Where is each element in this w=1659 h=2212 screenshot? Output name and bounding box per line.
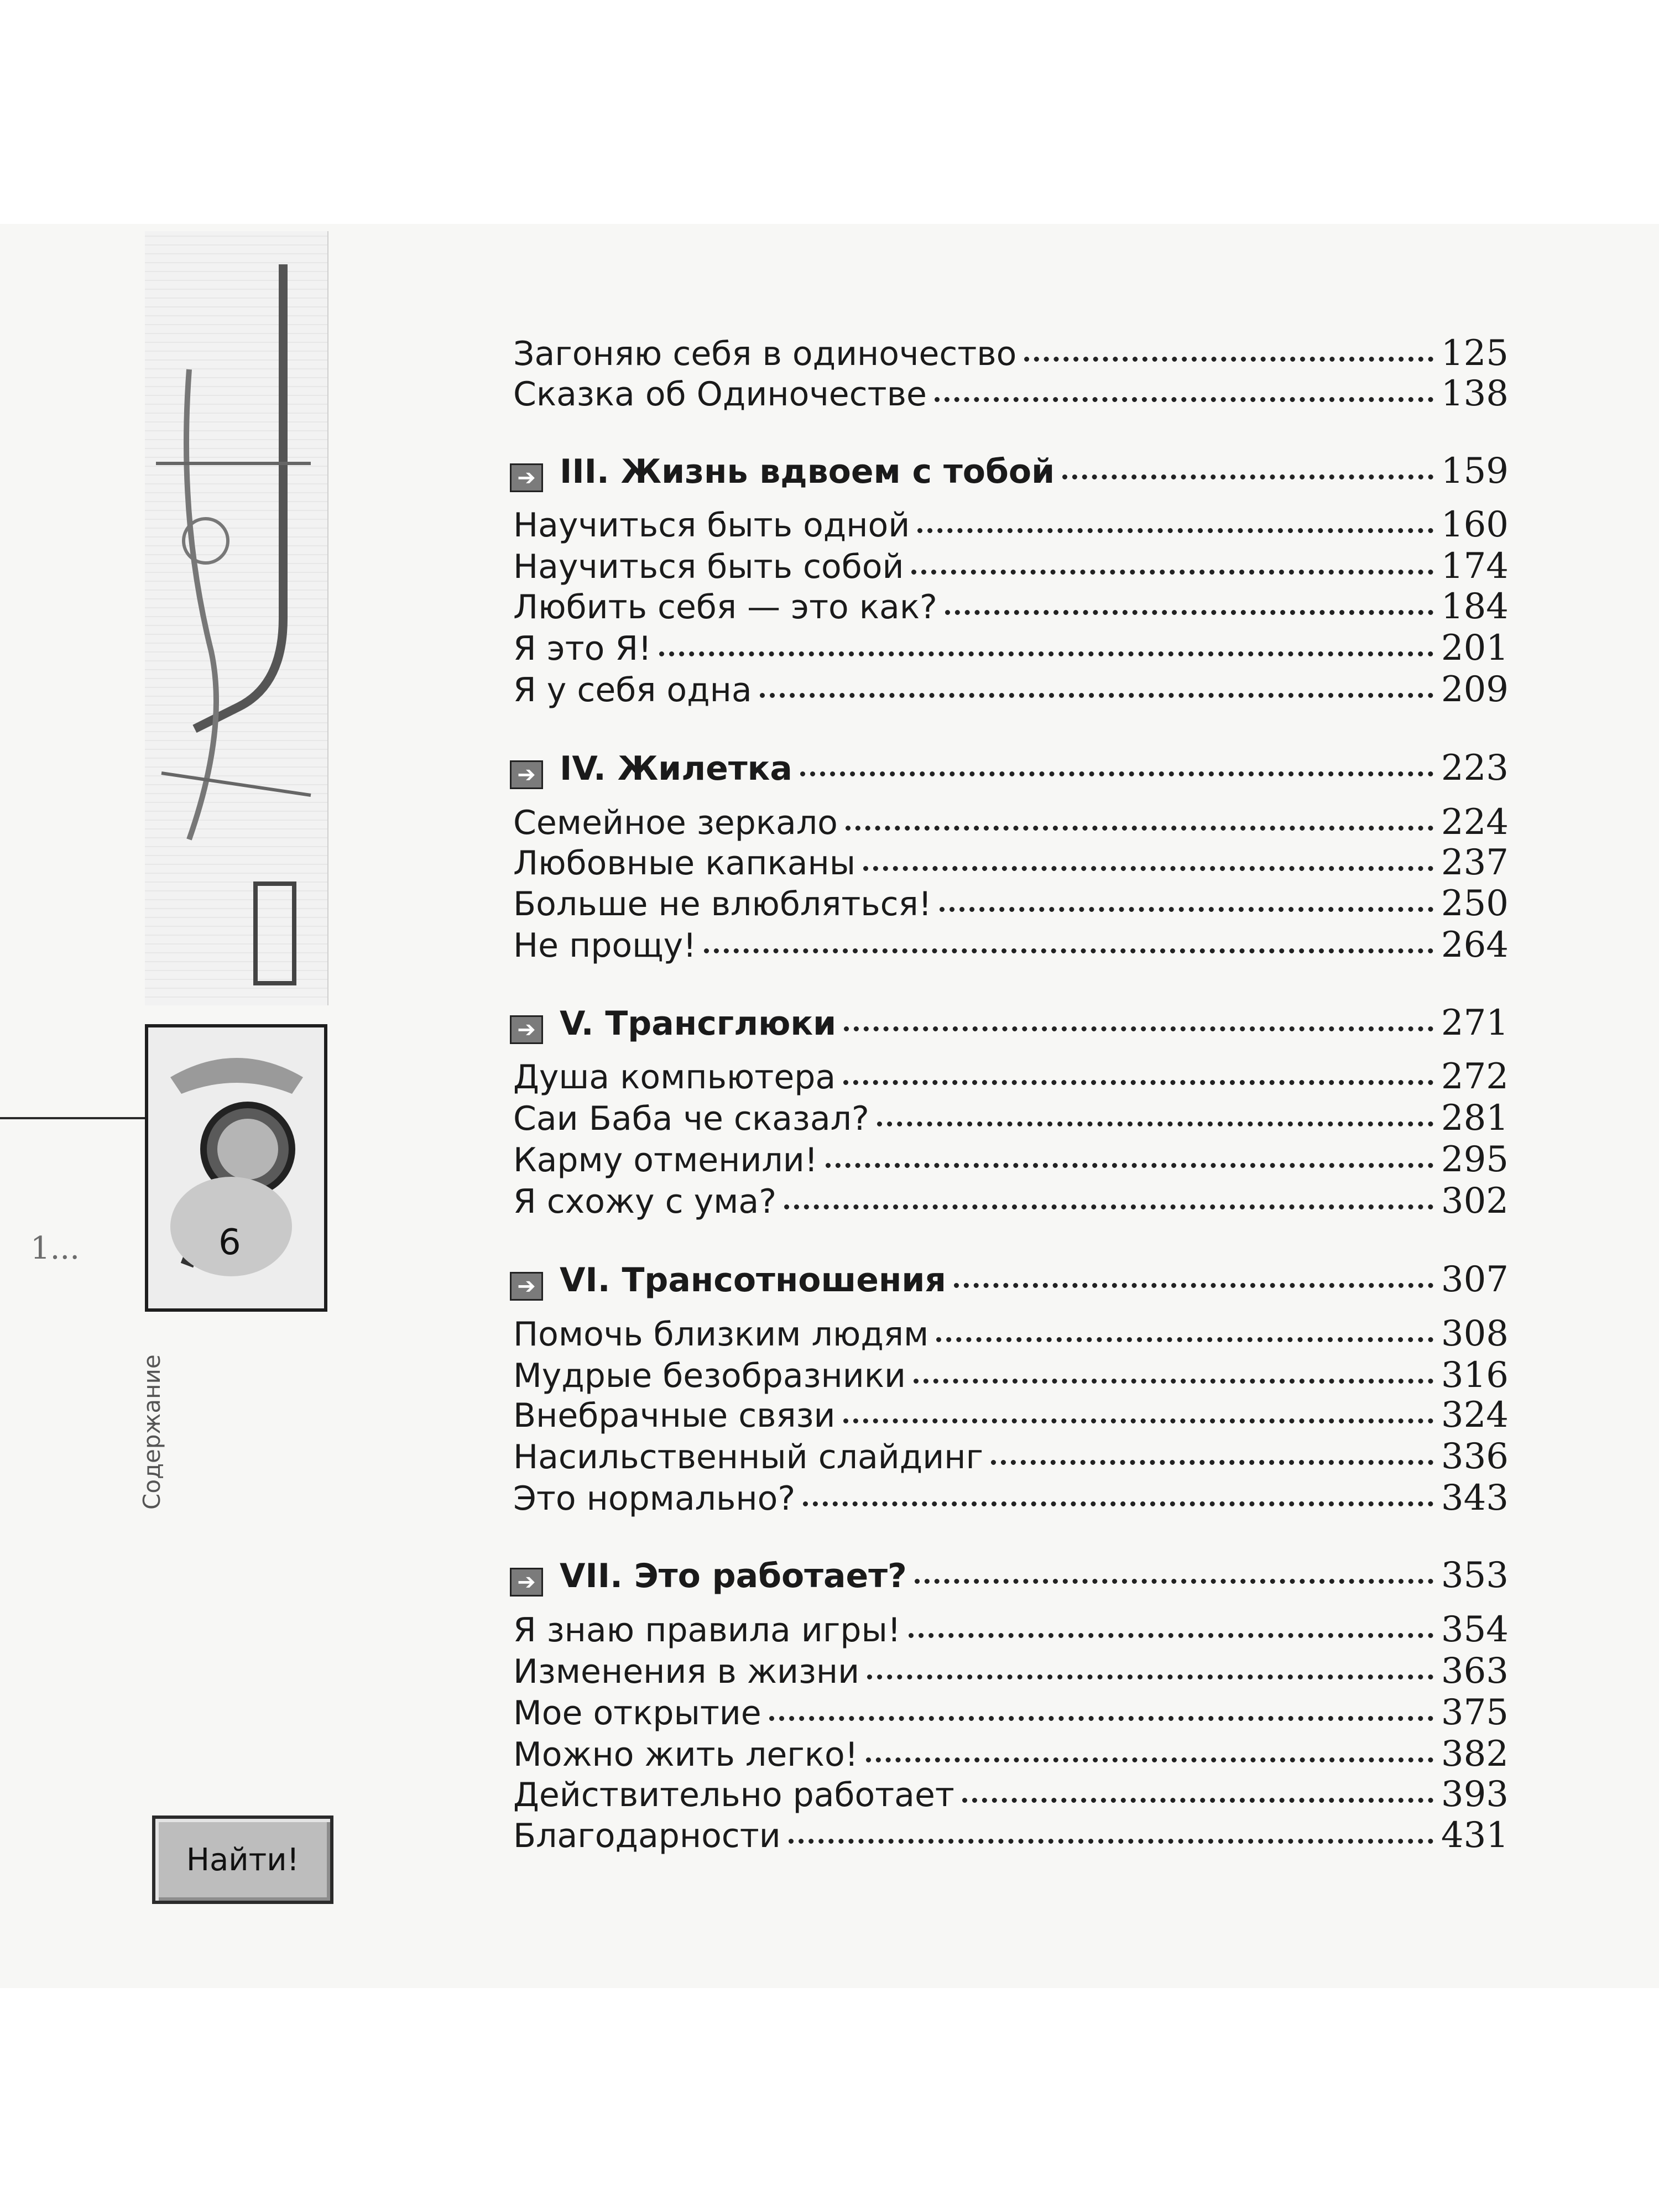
toc-title: Карму отменили! bbox=[513, 1141, 818, 1180]
toc-page-number: 250 bbox=[1441, 883, 1509, 924]
toc-title: Благодарности bbox=[513, 1817, 781, 1855]
section-side-label: Содержание bbox=[138, 1354, 165, 1510]
decorative-illustration bbox=[145, 231, 328, 1005]
dot-leader bbox=[936, 1337, 1433, 1342]
toc-section[interactable] bbox=[513, 451, 1509, 495]
dot-leader bbox=[915, 1579, 1433, 1584]
toc-entry[interactable] bbox=[513, 802, 1509, 846]
toc-title-wrap bbox=[513, 588, 937, 627]
arrow-right-icon: ➔ bbox=[510, 463, 543, 492]
toc-title-wrap bbox=[513, 671, 752, 709]
previous-page-marker: 1... bbox=[30, 1230, 80, 1266]
toc-page-number: 264 bbox=[1441, 925, 1509, 966]
dot-leader bbox=[800, 771, 1433, 776]
toc-title-wrap bbox=[513, 1315, 928, 1354]
dot-leader bbox=[962, 1798, 1433, 1803]
toc-page-number: 336 bbox=[1441, 1436, 1509, 1477]
toc-entry[interactable] bbox=[513, 1436, 1509, 1480]
dot-leader bbox=[945, 610, 1433, 615]
toc-title-wrap bbox=[513, 1004, 836, 1043]
dot-leader bbox=[844, 1026, 1433, 1031]
toc-title-wrap bbox=[513, 375, 927, 414]
toc-title-wrap bbox=[513, 1735, 858, 1774]
toc-title-wrap bbox=[513, 926, 696, 965]
toc-title-wrap bbox=[513, 547, 904, 586]
toc-title-wrap bbox=[513, 1182, 776, 1221]
dot-leader bbox=[803, 1501, 1433, 1506]
toc-entry[interactable] bbox=[513, 842, 1509, 886]
toc-page-number: 393 bbox=[1441, 1774, 1509, 1815]
toc-title-wrap bbox=[513, 452, 1055, 491]
toc-page-number: 281 bbox=[1441, 1098, 1509, 1139]
toc-page-number: 302 bbox=[1441, 1181, 1509, 1222]
toc-page-number: 125 bbox=[1441, 333, 1509, 374]
toc-title: Изменения в жизни bbox=[513, 1652, 860, 1691]
dot-leader bbox=[843, 1418, 1433, 1423]
toc-page-number: 184 bbox=[1441, 586, 1509, 627]
toc-title: Семейное зеркало bbox=[513, 804, 838, 842]
dot-leader bbox=[826, 1163, 1433, 1168]
toc-title: Не прощу! bbox=[513, 926, 697, 965]
toc-page-number: 159 bbox=[1441, 451, 1509, 492]
toc-section[interactable] bbox=[513, 1003, 1509, 1047]
toc-title: Любить себя — это как? bbox=[513, 588, 937, 627]
toc-title: VII. Это работает? bbox=[560, 1557, 907, 1595]
dot-leader bbox=[909, 1633, 1433, 1638]
dot-leader bbox=[914, 1379, 1433, 1384]
toc-entry[interactable] bbox=[513, 1815, 1509, 1859]
toc-page-number: 316 bbox=[1441, 1355, 1509, 1396]
toc-page-number: 201 bbox=[1441, 628, 1509, 669]
dot-leader bbox=[867, 1674, 1433, 1679]
dot-leader bbox=[935, 397, 1433, 402]
toc-title-wrap bbox=[513, 1611, 901, 1650]
toc-title: Это нормально? bbox=[513, 1479, 796, 1518]
toc-title-wrap bbox=[513, 1652, 859, 1691]
toc-title: Я знаю правила игры! bbox=[513, 1611, 901, 1650]
toc-title-wrap bbox=[513, 1357, 906, 1395]
toc-page-number: 308 bbox=[1441, 1313, 1509, 1354]
toc-entry[interactable] bbox=[513, 1395, 1509, 1439]
toc-entry[interactable] bbox=[513, 586, 1509, 630]
toc-page-number: 295 bbox=[1441, 1139, 1509, 1180]
toc-entry[interactable] bbox=[513, 883, 1509, 927]
toc-title: Саи Баба че сказал? bbox=[513, 1099, 869, 1138]
toc-entry[interactable] bbox=[513, 1098, 1509, 1142]
toc-title-wrap bbox=[513, 1776, 954, 1814]
toc-page-number: 138 bbox=[1441, 373, 1509, 414]
toc-title-wrap bbox=[513, 1817, 781, 1855]
dot-leader bbox=[846, 826, 1433, 831]
toc-page-number: 324 bbox=[1441, 1395, 1509, 1436]
toc-entry[interactable] bbox=[513, 373, 1509, 418]
toc-title: Душа компьютера bbox=[513, 1058, 836, 1097]
dot-leader bbox=[784, 1204, 1433, 1209]
dot-leader bbox=[843, 1080, 1433, 1085]
toc-entry[interactable] bbox=[513, 669, 1509, 713]
toc-section[interactable] bbox=[513, 1555, 1509, 1599]
toc-page-number: 271 bbox=[1441, 1003, 1509, 1044]
toc-title-wrap bbox=[513, 1099, 869, 1138]
toc-entry[interactable] bbox=[513, 1734, 1509, 1778]
arrow-right-icon: ➔ bbox=[510, 760, 543, 789]
toc-title-wrap bbox=[513, 1694, 761, 1733]
toc-page-number: 223 bbox=[1441, 748, 1509, 789]
toc-page-number: 307 bbox=[1441, 1259, 1509, 1300]
toc-page-number: 224 bbox=[1441, 802, 1509, 843]
dot-leader bbox=[863, 866, 1433, 871]
toc-title-wrap bbox=[513, 844, 855, 883]
toc-entry[interactable] bbox=[513, 546, 1509, 590]
find-button[interactable]: Найти! bbox=[152, 1815, 333, 1904]
toc-page-number: 353 bbox=[1441, 1555, 1509, 1596]
dot-leader bbox=[917, 528, 1433, 533]
toc-title: Загоняю себя в одиночество bbox=[513, 335, 1017, 373]
dot-leader bbox=[866, 1757, 1433, 1762]
toc-entry[interactable] bbox=[513, 1139, 1509, 1183]
dot-leader bbox=[954, 1283, 1433, 1288]
dot-leader bbox=[659, 651, 1433, 656]
dot-leader bbox=[991, 1460, 1433, 1465]
toc-title-wrap bbox=[513, 1396, 836, 1435]
toc-entry[interactable] bbox=[513, 504, 1509, 549]
divider-line bbox=[0, 1117, 145, 1119]
toc-page-number: 431 bbox=[1441, 1815, 1509, 1856]
toc-page-number: 375 bbox=[1441, 1692, 1509, 1733]
pipe-drawing-icon bbox=[145, 231, 327, 1005]
toc-title: Я это Я! bbox=[513, 629, 652, 668]
toc-page-number: 272 bbox=[1441, 1056, 1509, 1097]
arrow-right-icon: ➔ bbox=[510, 1272, 543, 1301]
toc-page-number: 237 bbox=[1441, 842, 1509, 883]
toc-page-number: 160 bbox=[1441, 504, 1509, 545]
toc-entry[interactable] bbox=[513, 1056, 1509, 1100]
toc-entry[interactable] bbox=[513, 1609, 1509, 1653]
toc-title-wrap bbox=[513, 1141, 818, 1180]
dot-leader bbox=[760, 693, 1433, 698]
dot-leader bbox=[704, 948, 1433, 953]
toc-title-wrap bbox=[513, 506, 910, 545]
toc-title: V. Трансглюки bbox=[560, 1004, 837, 1043]
toc-title: Можно жить легко! bbox=[513, 1735, 858, 1774]
toc-entry[interactable] bbox=[513, 1692, 1509, 1736]
arrow-right-icon: ➔ bbox=[510, 1015, 543, 1044]
toc-page-number: 354 bbox=[1441, 1609, 1509, 1650]
toc-title-wrap bbox=[513, 629, 651, 668]
page-number: 6 bbox=[218, 1222, 241, 1263]
toc-entry[interactable] bbox=[513, 1355, 1509, 1399]
toc-page-number: 382 bbox=[1441, 1734, 1509, 1775]
dot-leader bbox=[1024, 357, 1433, 362]
toc-entry[interactable] bbox=[513, 333, 1509, 377]
dot-leader bbox=[877, 1121, 1433, 1126]
toc-section[interactable] bbox=[513, 748, 1509, 792]
toc-title: III. Жизнь вдвоем с тобой bbox=[560, 452, 1055, 491]
dot-leader bbox=[1062, 474, 1433, 479]
toc-title: Внебрачные связи bbox=[513, 1396, 836, 1435]
toc-title-wrap bbox=[513, 1261, 946, 1300]
toc-title-wrap bbox=[513, 749, 792, 788]
toc-title-wrap bbox=[513, 885, 932, 924]
toc-title-wrap bbox=[513, 1479, 795, 1518]
toc-title-wrap bbox=[513, 804, 838, 842]
toc-title: Научиться быть собой bbox=[513, 547, 904, 586]
dot-leader bbox=[769, 1716, 1433, 1721]
toc-title-wrap bbox=[513, 335, 1016, 373]
toc-entry[interactable] bbox=[513, 1478, 1509, 1522]
toc-title: Насильственный слайдинг bbox=[513, 1438, 984, 1477]
magnifier-icon bbox=[148, 1027, 324, 1308]
toc-entry[interactable] bbox=[513, 1181, 1509, 1225]
toc-entry[interactable] bbox=[513, 925, 1509, 969]
toc-title: Я у себя одна bbox=[513, 671, 752, 709]
toc-title: Любовные капканы bbox=[513, 844, 856, 883]
dot-leader bbox=[789, 1839, 1433, 1844]
toc-page-number: 174 bbox=[1441, 546, 1509, 587]
toc-title: IV. Жилетка bbox=[560, 749, 792, 788]
toc-title: VI. Трансотношения bbox=[560, 1261, 946, 1300]
toc-entry[interactable] bbox=[513, 1651, 1509, 1695]
toc-title: Мое открытие bbox=[513, 1694, 761, 1733]
toc-title: Помочь близким людям bbox=[513, 1315, 929, 1354]
toc-page-number: 363 bbox=[1441, 1651, 1509, 1692]
arrow-right-icon: ➔ bbox=[510, 1568, 543, 1597]
dot-leader bbox=[940, 907, 1433, 912]
toc-entry[interactable] bbox=[513, 1313, 1509, 1358]
toc-entry[interactable] bbox=[513, 628, 1509, 672]
detective-photo bbox=[145, 1024, 327, 1312]
toc-title: Мудрые безобразники bbox=[513, 1357, 906, 1395]
toc-title: Сказка об Одиночестве bbox=[513, 375, 927, 414]
toc-page-number: 343 bbox=[1441, 1478, 1509, 1519]
toc-title: Больше не влюбляться! bbox=[513, 885, 932, 924]
toc-title: Научиться быть одной bbox=[513, 506, 910, 545]
dot-leader bbox=[911, 570, 1433, 575]
toc-entry[interactable] bbox=[513, 1774, 1509, 1818]
toc-section[interactable] bbox=[513, 1259, 1509, 1303]
toc-title: Я схожу с ума? bbox=[513, 1182, 777, 1221]
toc-title: Действительно работает bbox=[513, 1776, 954, 1814]
toc-page-number: 209 bbox=[1441, 669, 1509, 710]
toc-title-wrap bbox=[513, 1438, 983, 1477]
toc-title-wrap bbox=[513, 1557, 907, 1595]
toc-title-wrap bbox=[513, 1058, 836, 1097]
